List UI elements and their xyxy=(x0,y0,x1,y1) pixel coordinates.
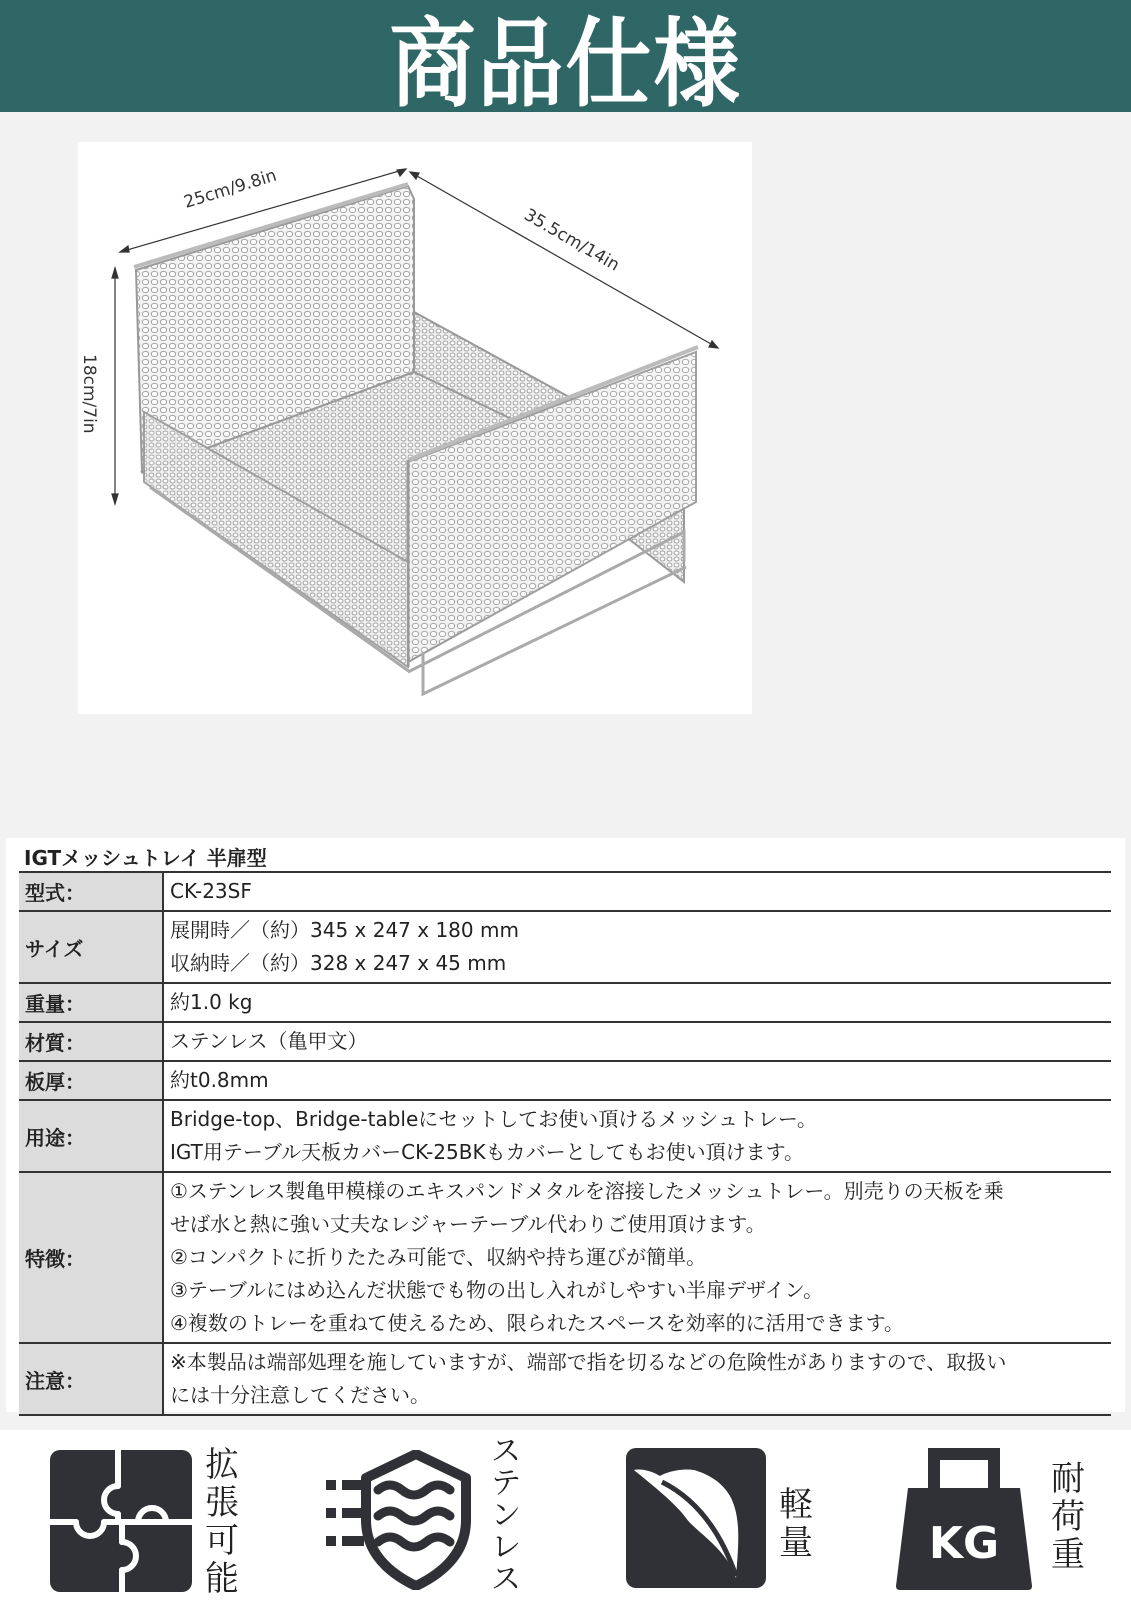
value-line: ※本製品は端部処理を施していますが、端部で指を切るなどの危険性がありますので、取扱い xyxy=(170,1350,1007,1374)
svg-text:KG: KG xyxy=(928,1518,1000,1569)
label-char: 可 xyxy=(205,1521,239,1561)
table-row-material xyxy=(19,1022,1111,1061)
product-image xyxy=(78,142,752,714)
label-char: 耐 xyxy=(1051,1459,1085,1499)
spec-table xyxy=(19,871,1111,1416)
value-line: 展開時／（約）345 x 247 x 180 mm xyxy=(170,918,519,942)
value-line: IGT用テーブル天板カバーCK-25BKもカバーとしてもお使い頂けます。 xyxy=(170,1140,804,1164)
row-label: 型式： xyxy=(19,872,163,911)
label-char: 重 xyxy=(1051,1535,1085,1575)
row-value xyxy=(163,911,1111,983)
label-char: 拡 xyxy=(205,1445,239,1485)
table-row-model xyxy=(19,872,1111,911)
label-char: 能 xyxy=(205,1559,239,1599)
label-char: ス xyxy=(491,1434,521,1469)
label-char: 軽 xyxy=(779,1485,813,1525)
row-value xyxy=(163,1022,1111,1061)
label-char: ス xyxy=(491,1562,521,1597)
label-char: レ xyxy=(491,1530,521,1565)
row-label: 用途： xyxy=(19,1100,163,1172)
value-line: せば水と熱に強い丈夫なレジャーテーブル代わりご使用頂けます。 xyxy=(170,1212,766,1236)
row-value xyxy=(163,872,1111,911)
page-title: 商品仕様 xyxy=(389,8,742,121)
row-value xyxy=(163,1100,1111,1172)
row-value xyxy=(163,1061,1111,1100)
spec-table-title: IGTメッシュトレイ 半扉型 xyxy=(24,846,267,870)
label-char: テ xyxy=(491,1466,521,1501)
mesh-tray-illustration xyxy=(78,142,752,714)
feature-icons-row xyxy=(0,1430,1131,1600)
kg-weight-icon xyxy=(894,1448,1034,1590)
table-row-caution xyxy=(19,1343,1111,1415)
feather-icon xyxy=(626,1448,766,1588)
value-line: 収納時／（約）328 x 247 x 45 mm xyxy=(170,951,507,975)
value-line: ④複数のトレーを重ねて使えるため、限られたスペースを効率的に活用できます。 xyxy=(170,1311,905,1335)
value-line: ③テーブルにはめ込んだ状態でも物の出し入れがしやすい半扉デザイン。 xyxy=(170,1278,824,1302)
value-line: ②コンパクトに折りたたみ可能で、収納や持ち運びが簡単。 xyxy=(170,1245,707,1269)
puzzle-icon xyxy=(50,1450,192,1592)
value-line: 約1.0 kg xyxy=(170,990,253,1014)
dim-height-label: 18cm/7in xyxy=(79,354,99,434)
value-line: ステンレス（亀甲文） xyxy=(170,1029,368,1053)
page-header xyxy=(0,0,1131,121)
value-line: には十分注意してください。 xyxy=(170,1383,430,1407)
value-line: 約t0.8mm xyxy=(170,1068,269,1092)
value-line: CK-23SF xyxy=(170,879,252,903)
row-label: 板厚： xyxy=(19,1061,163,1100)
row-label: 注意： xyxy=(19,1343,163,1415)
label-char: 量 xyxy=(779,1523,813,1563)
table-row-size xyxy=(19,911,1111,983)
spec-table-card xyxy=(6,838,1125,1412)
value-line: Bridge-top、Bridge-tableにセットしてお使い頂けるメッシュトレー。 xyxy=(170,1107,818,1131)
dim-width-label: 25cm/9.8in xyxy=(181,165,280,213)
value-line: ①ステンレス製亀甲模様のエキスパンドメタルを溶接したメッシュトレー。別売りの天板を乗 xyxy=(170,1179,1004,1203)
table-row-thickness xyxy=(19,1061,1111,1100)
row-value xyxy=(163,1172,1111,1343)
row-label: 特徴： xyxy=(19,1172,163,1343)
row-value xyxy=(163,1343,1111,1415)
dim-depth-label: 35.5cm/14in xyxy=(520,205,623,276)
table-row-weight xyxy=(19,983,1111,1022)
row-label: 重量： xyxy=(19,983,163,1022)
label-char: ン xyxy=(491,1498,521,1533)
table-row-features xyxy=(19,1172,1111,1343)
feature-label xyxy=(486,1436,526,1596)
label-char: 張 xyxy=(205,1483,239,1523)
shield-wave-icon xyxy=(326,1450,476,1590)
feature-label xyxy=(776,1486,816,1562)
row-label: 材質： xyxy=(19,1022,163,1061)
table-row-usage xyxy=(19,1100,1111,1172)
row-value xyxy=(163,983,1111,1022)
feature-label xyxy=(202,1446,242,1598)
label-char: 荷 xyxy=(1051,1497,1085,1537)
feature-label xyxy=(1048,1460,1088,1574)
row-label: サイズ xyxy=(19,911,163,983)
